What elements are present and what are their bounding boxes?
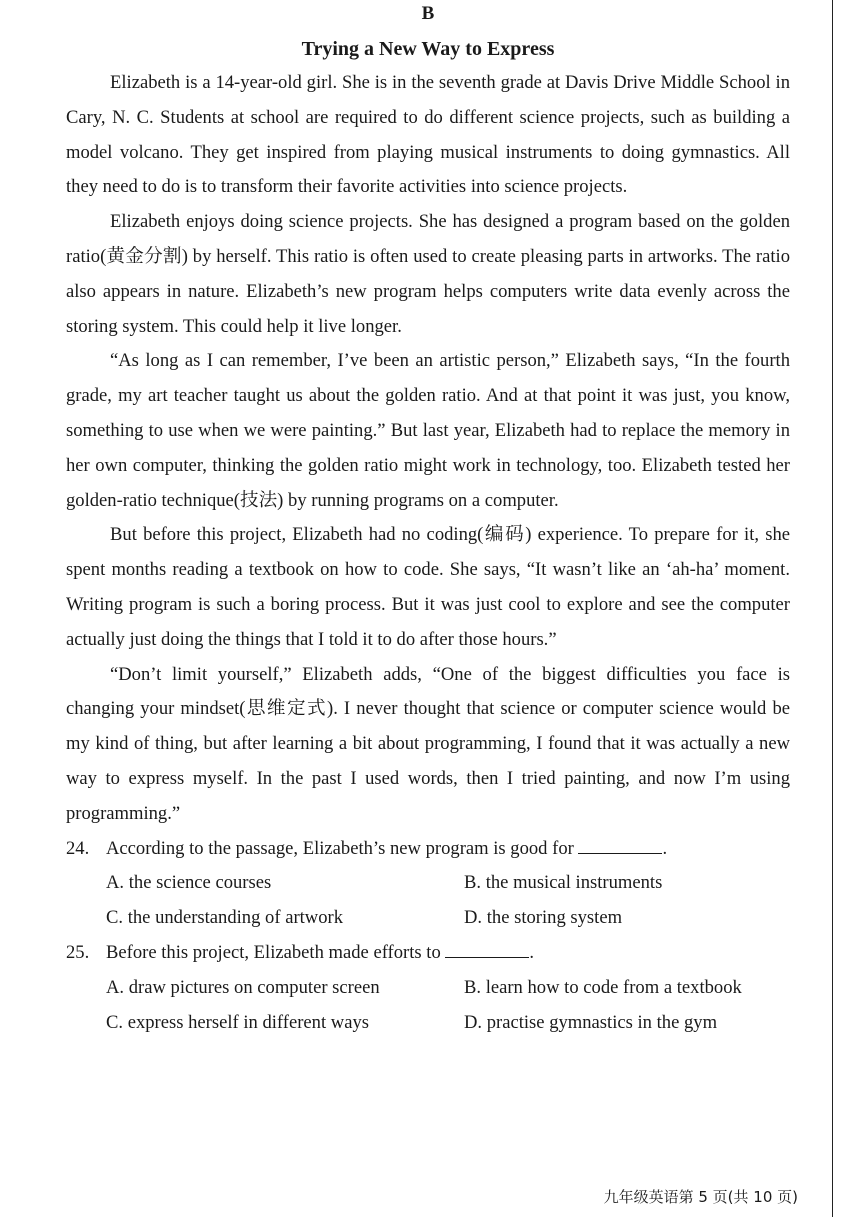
question-stem xyxy=(66,832,790,867)
page-edge-divider xyxy=(832,0,833,1217)
option-b[interactable]: B. the musical instruments xyxy=(464,872,663,894)
option-c[interactable]: C. the understanding of artwork xyxy=(106,907,344,929)
option-a[interactable]: A. draw pictures on computer screen xyxy=(106,976,380,998)
options-row xyxy=(66,901,790,936)
option-c[interactable]: C. express herself in different ways xyxy=(106,1011,369,1033)
question-stem xyxy=(66,936,790,971)
question-24 xyxy=(66,832,790,936)
options-row xyxy=(66,971,790,1006)
option-d[interactable]: D. the storing system xyxy=(464,907,623,929)
option-a[interactable]: A. the science courses xyxy=(106,872,272,894)
question-text: According to the passage, Elizabeth’s new program is good for xyxy=(106,837,574,859)
section-letter: B xyxy=(421,3,435,24)
document-page xyxy=(66,0,790,1040)
question-stem-end: . xyxy=(529,941,535,963)
paragraph-3: “As long as I can remember, I’ve been an artistic person,” Elizabeth says, “In the fourth grade, my art teacher taught us about the golden ratio. And at that point it was just, you know, something to use when we were painting.” But last year, Elizabeth had to replace the memory in her own computer, thinking the golden ratio might work in technology, too. Elizabeth tested her golden-ratio technique(技法) by running programs on a computer. xyxy=(66,350,790,511)
question-text: Before this project, Elizabeth made efforts to xyxy=(106,941,441,963)
page-footer: 九年级英语第 5 页(共 10 页) xyxy=(603,1188,798,1206)
question-stem-end: . xyxy=(662,837,668,859)
options-row xyxy=(66,866,790,901)
options-row xyxy=(66,1006,790,1041)
answer-blank[interactable] xyxy=(578,836,662,854)
paragraph-5: “Don’t limit yourself,” Elizabeth adds, “One of the biggest difficulties you face is changing your mindset(思维定式). I never thought that science or computer science would be my kind of thing, but after learning a bit about programming, I found that it was actually a new way to express myself. In the past I used words, then I tried painting, and now I’m using programming.” xyxy=(66,663,790,824)
paragraph-1: Elizabeth is a 14-year-old girl. She is in the seventh grade at Davis Drive Middle School in Cary, N. C. Students at school are required to do different science projects, such as building a model volcano. They get inspired from playing musical instruments to doing gymnastics. All they need to do is to transform their favorite activities into science projects. xyxy=(66,72,790,198)
passage-body xyxy=(66,66,790,832)
question-number: 24. xyxy=(66,837,90,859)
answer-blank[interactable] xyxy=(445,940,529,958)
option-b[interactable]: B. learn how to code from a textbook xyxy=(464,976,742,998)
question-number: 25. xyxy=(66,941,90,963)
question-25 xyxy=(66,936,790,1040)
option-d[interactable]: D. practise gymnastics in the gym xyxy=(464,1011,718,1033)
passage-title: Trying a New Way to Express xyxy=(301,38,555,60)
paragraph-2: Elizabeth enjoys doing science projects. She has designed a program based on the golden ratio(黄金分割) by herself. This ratio is often used to create pleasing parts in artworks. The ratio also appears in nature. Elizabeth’s new program helps computers write data evenly across the storing system. This could help it live longer. xyxy=(66,211,790,337)
paragraph-4: But before this project, Elizabeth had no coding(编码) experience. To prepare for it, she spent months reading a textbook on how to code. She says, “It wasn’t like an ‘ah-ha’ moment. Writing program is such a boring process. But it was just cool to explore and see the computer actually just doing the things that I told it to do after those hours.” xyxy=(66,524,790,650)
